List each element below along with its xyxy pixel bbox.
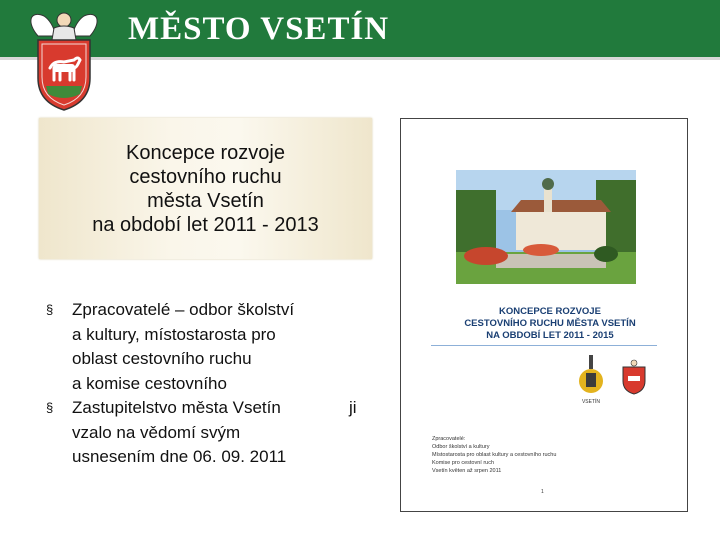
bullet-list (44, 298, 374, 470)
bullet-line: vzalo na vědomí svým (72, 422, 241, 442)
document-title (445, 306, 655, 342)
document-title-line: NA OBDOBÍ LET 2011 - 2015 (486, 330, 614, 341)
bullet-line: a komise cestovního (72, 373, 227, 393)
bullet-marker: § (46, 400, 54, 415)
header-divider (0, 57, 720, 60)
small-coat-of-arms-icon (620, 359, 648, 395)
chateau-photo (456, 170, 636, 284)
vsetin-logo-icon (576, 355, 606, 405)
page-title: MĚSTO VSETÍN (128, 11, 390, 47)
bullet-item (44, 396, 374, 470)
credit-line: Zpracovatelé: (432, 436, 466, 442)
credit-line: Komise pro cestovní ruch (432, 460, 495, 466)
heading-box (39, 118, 372, 259)
heading-line: cestovního ruchu (129, 165, 282, 188)
stray-text: ji (349, 398, 357, 417)
bullet-line: Zastupitelstvo města Vsetín (72, 398, 281, 417)
credit-line: Odbor školství a kultury (432, 444, 490, 450)
bullet-item (44, 298, 374, 396)
page-number: 1 (541, 489, 544, 495)
document-title-line: CESTOVNÍHO RUCHU MĚSTA VSETÍN (464, 318, 636, 329)
bullet-line: a kultury, místostarosta pro (72, 324, 276, 344)
document-title-line: KONCEPCE ROZVOJE (499, 306, 601, 317)
bullet-line: Zpracovatelé – odbor školství (72, 300, 295, 319)
heading-line: města Vsetín (147, 189, 264, 212)
bullet-line: oblast cestovního ruchu (72, 349, 252, 368)
bullet-marker: § (46, 302, 54, 317)
credit-line: Vsetín květen až srpen 2011 (432, 468, 502, 474)
heading-line: na období let 2011 - 2013 (92, 213, 319, 236)
document-cover-image (400, 118, 688, 512)
heading-line: Koncepce rozvoje (126, 141, 285, 164)
credit-line: Místostarosta pro oblast kultury a cestovního ruchu (432, 452, 557, 458)
bullet-line: usnesením dne 06. 09. 2011 (72, 447, 287, 466)
document-credits (432, 435, 556, 475)
emblem-caption: VSETÍN (581, 399, 601, 405)
vsetin-coat-of-arms-icon (24, 6, 104, 112)
document-divider (431, 345, 657, 346)
